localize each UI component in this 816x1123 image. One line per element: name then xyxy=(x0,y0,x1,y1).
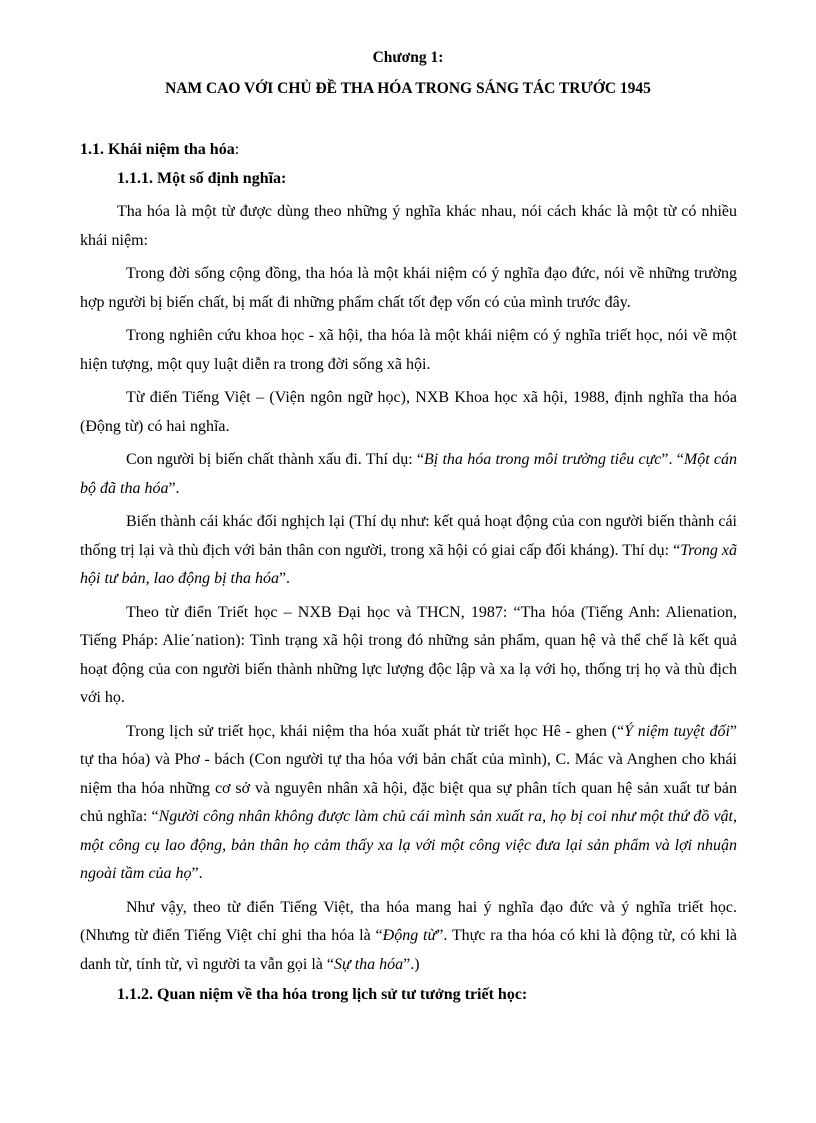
paragraph-8-text-c: ” tự tha hóa) và Phơ - bách (Con người tự tha hóa với bản chất của mình), C. Mác và Anghen cho khái niệm tha hóa những cơ sở và nguyên nhân xã hội, đặc biệt qua sự phân tích quan hệ sản xuất tư bản chủ nghĩa: “ xyxy=(80,722,738,825)
body-text xyxy=(80,198,737,984)
paragraph-6-quote: Trong xã hội tư bản, lao động bị tha hóa xyxy=(80,541,738,587)
paragraph-4: Từ điển Tiếng Việt – (Viện ngôn ngữ học), NXB Khoa học xã hội, 1988, định nghĩa tha hóa (Động từ) có hai nghĩa. xyxy=(80,389,737,435)
paragraph-9 xyxy=(80,894,737,980)
paragraph-3: Trong nghiên cứu khoa học - xã hội, tha hóa là một khái niệm có ý nghĩa triết học, nói về một hiện tượng, một quy luật diễn ra trong đời sống xã hội. xyxy=(80,327,737,373)
paragraph-6 xyxy=(80,508,737,594)
paragraph-9-text-a: Như vậy, theo từ điển Tiếng Việt, tha hóa mang hai ý nghĩa đạo đức và ý nghĩa triết học. (Nhưng từ điển Tiếng Việt chỉ ghi tha hóa là “ xyxy=(80,898,737,944)
chapter-number: Chương 1: xyxy=(372,49,444,66)
paragraph-8-text-a: Trong lịch sử triết học, khái niệm tha hóa xuất phát từ triết học Hê - ghen (“ xyxy=(126,722,625,740)
section-1-1-colon: : xyxy=(234,141,240,158)
section-1-1-1-heading: 1.1.1. Một số định nghĩa: xyxy=(117,170,287,187)
paragraph-8-text-e: ”. xyxy=(191,865,203,882)
paragraph-8 xyxy=(80,718,737,889)
paragraph-9-text-e: ”.) xyxy=(403,955,420,973)
paragraph-5-text-c: ”. “ xyxy=(661,451,684,468)
paragraph-8-quote-1: Ý niệm tuyệt đối xyxy=(624,722,730,740)
paragraph-6-text-a: Biến thành cái khác đối nghịch lại (Thí dụ như: kết quả hoạt động của con người biến thành cái thống trị lại và thù địch với bản thân con người, trong xã hội có giai cấp đối kháng). Thí dụ: “ xyxy=(80,513,737,559)
paragraph-9-text-c: ”. Thực ra tha hóa có khi là động từ, có khi là danh từ, tính từ, vì người ta vẫn gọi là “ xyxy=(80,927,737,973)
paragraph-5-quote-1: Bị tha hóa trong môi trường tiêu cực xyxy=(424,451,662,468)
section-1-1-2-heading: 1.1.2. Quan niệm về tha hóa trong lịch sử tư tưởng triết học: xyxy=(117,986,528,1003)
chapter-title: NAM CAO VỚI CHỦ ĐỀ THA HÓA TRONG SÁNG TÁC TRƯỚC 1945 xyxy=(165,80,651,97)
paragraph-5-text-e: ”. xyxy=(168,479,180,497)
paragraph-5-quote-2: Một cán bộ đã tha hóa xyxy=(80,451,738,497)
section-1-1-heading xyxy=(80,141,239,159)
paragraph-8-quote-2: Người công nhân không được làm chủ cái mình sản xuất ra, họ bị coi như một thứ đồ vật, một công cụ lao động, bản thân họ cảm thấy xa lạ với một công việc đưa lại sản phẩm và lợi nhuận ngoài tầm của họ xyxy=(80,808,737,882)
paragraph-2: Trong đời sống cộng đồng, tha hóa là một khái niệm có ý nghĩa đạo đức, nói về những trường hợp người bị biến chất, bị mất đi những phẩm chất tốt đẹp vốn có của mình trước đây. xyxy=(80,265,737,311)
paragraph-1: Tha hóa là một từ được dùng theo những ý nghĩa khác nhau, nói cách khác là một từ có nhiều khái niệm: xyxy=(80,203,737,249)
paragraph-5-text-a: Con người bị biến chất thành xấu đi. Thí dụ: “ xyxy=(126,451,425,468)
section-1-1-label: 1.1. Khái niệm tha hóa xyxy=(80,141,235,158)
paragraph-6-text-c: ”. xyxy=(278,570,291,587)
paragraph-5 xyxy=(80,446,737,503)
paragraph-7: Theo từ điển Triết học – NXB Đại học và THCN, 1987: “Tha hóa (Tiếng Anh: Alienation, Tiếng Pháp: Alie΄nation): Tình trạng xã hội trong đó những sản phẩm, quan hệ và thể chế là kết quả hoạt động của con người biến thành những lực lượng độc lập và xa lạ với họ, thống trị họ và thù địch với họ. xyxy=(80,603,737,706)
paragraph-9-quote-2: Sự tha hóa xyxy=(334,955,404,973)
paragraph-9-quote-1: Động từ xyxy=(382,927,437,944)
